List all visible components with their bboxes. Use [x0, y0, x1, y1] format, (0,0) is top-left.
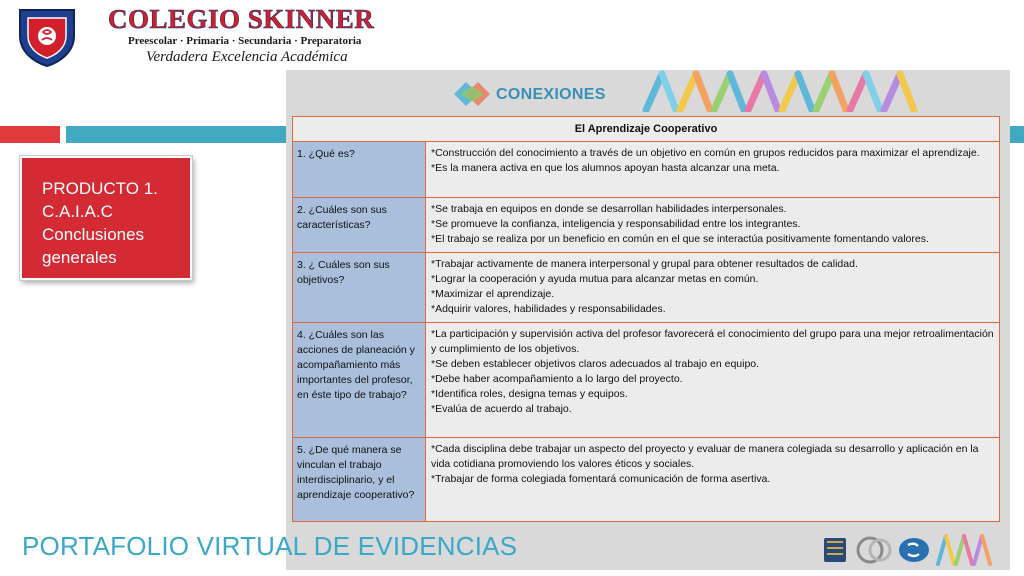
question-cell: 1. ¿Qué es?	[293, 142, 426, 198]
product-card-line: C.A.I.A.C	[42, 202, 113, 221]
university-crest-icon	[824, 538, 846, 562]
answer-line: *Es la manera activa en que los alumnos apoyan hasta alcanzar una meta.	[431, 162, 780, 174]
school-name: COLEGIO SKINNER	[108, 4, 375, 34]
table-title: El Aprendizaje Cooperativo	[293, 117, 1000, 142]
product-card-line: generales	[42, 248, 117, 267]
si-logo-icon	[899, 538, 929, 562]
decorative-bar-red	[0, 126, 60, 143]
answer-line: *Se trabaja en equipos en donde se desarrollan habilidades interpersonales.	[431, 203, 787, 215]
decorative-bar-blue-right	[1010, 126, 1024, 143]
answer-line: *Lograr la cooperación y ayuda mutua para alcanzar metas en común.	[431, 273, 759, 285]
partner-logos	[822, 530, 1002, 568]
answer-cell	[426, 323, 1000, 438]
answer-line: *La participación y supervisión activa del profesor favorecerá el conocimiento del grupo para una mejor retroalimentación y cumplimiento de los objetivos.	[431, 328, 994, 355]
answer-line: *Evalúa de acuerdo al trabajo.	[431, 403, 572, 415]
answer-line: *Identifica roles, designa temas y equipos.	[431, 388, 628, 400]
table-row	[293, 323, 1000, 438]
product-card-line: Conclusiones	[42, 225, 145, 244]
answer-line: *Se promueve la confianza, inteligencia y responsabilidad entre los integrantes.	[431, 218, 801, 230]
table-row	[293, 198, 1000, 253]
table-row	[293, 253, 1000, 323]
answer-cell	[426, 198, 1000, 253]
answer-line: *Trabajar activamente de manera interpersonal y grupal para obtener resultados de calidad.	[431, 258, 858, 270]
answer-line: *Se deben establecer objetivos claros adecuados al trabajo en equipo.	[431, 358, 760, 370]
conexiones-logo-text: CONEXIONES	[496, 86, 606, 103]
answer-cell	[426, 438, 1000, 522]
answer-line: *Cada disciplina debe trabajar un aspecto del proyecto y evaluar de manera colegiada su desarrollo y aplicación en la vida cotidiana promoviendo los valores éticos y sociales.	[431, 443, 979, 470]
answer-line: *Debe haber acompañamiento a lo largo del proyecto.	[431, 373, 683, 385]
document-image	[286, 70, 1010, 570]
decorative-stripes	[640, 70, 930, 112]
answer-cell	[426, 142, 1000, 198]
cooperative-learning-table	[292, 116, 1000, 522]
school-crest-icon	[16, 6, 78, 68]
footer-title: PORTAFOLIO VIRTUAL DE EVIDENCIAS	[22, 531, 518, 561]
table-row	[293, 142, 1000, 198]
conexiones-logo-icon	[450, 76, 494, 112]
stripes-logo-icon	[938, 536, 990, 564]
answer-line: *Maximizar el aprendizaje.	[431, 288, 555, 300]
answer-cell	[426, 253, 1000, 323]
answer-line: *Trabajar de forma colegiada fomentará comunicación de forma asertiva.	[431, 473, 771, 485]
answer-line: *El trabajo se realiza por un beneficio en común en el que se interactúa positivamente fomentando valores.	[431, 233, 929, 245]
question-cell: 2. ¿Cuáles son sus características?	[293, 198, 426, 253]
school-motto: Verdadera Excelencia Académica	[146, 49, 348, 65]
fifty-years-logo-icon	[858, 538, 890, 562]
question-cell: 4. ¿Cuáles son las acciones de planeación y acompañamiento más importantes del profesor, en éste tipo de trabajo?	[293, 323, 426, 438]
decorative-bar-blue	[66, 126, 288, 143]
school-levels: Preescolar · Primaria · Secundaria · Preparatoria	[128, 35, 362, 47]
conexiones-logo	[450, 76, 620, 116]
answer-line: *Construcción del conocimiento a través de un objetivo en común en grupos reducidos para maximizar el aprendizaje.	[431, 147, 980, 159]
table-row	[293, 438, 1000, 522]
question-cell: 5. ¿De qué manera se vinculan el trabajo interdisciplinario, y el aprendizaje cooperativo?	[293, 438, 426, 522]
product-card	[20, 156, 192, 280]
product-card-line: PRODUCTO 1.	[42, 179, 158, 198]
answer-line: *Adquirir valores, habilidades y responsabilidades.	[431, 303, 666, 315]
question-cell: 3. ¿ Cuáles son sus objetivos?	[293, 253, 426, 323]
